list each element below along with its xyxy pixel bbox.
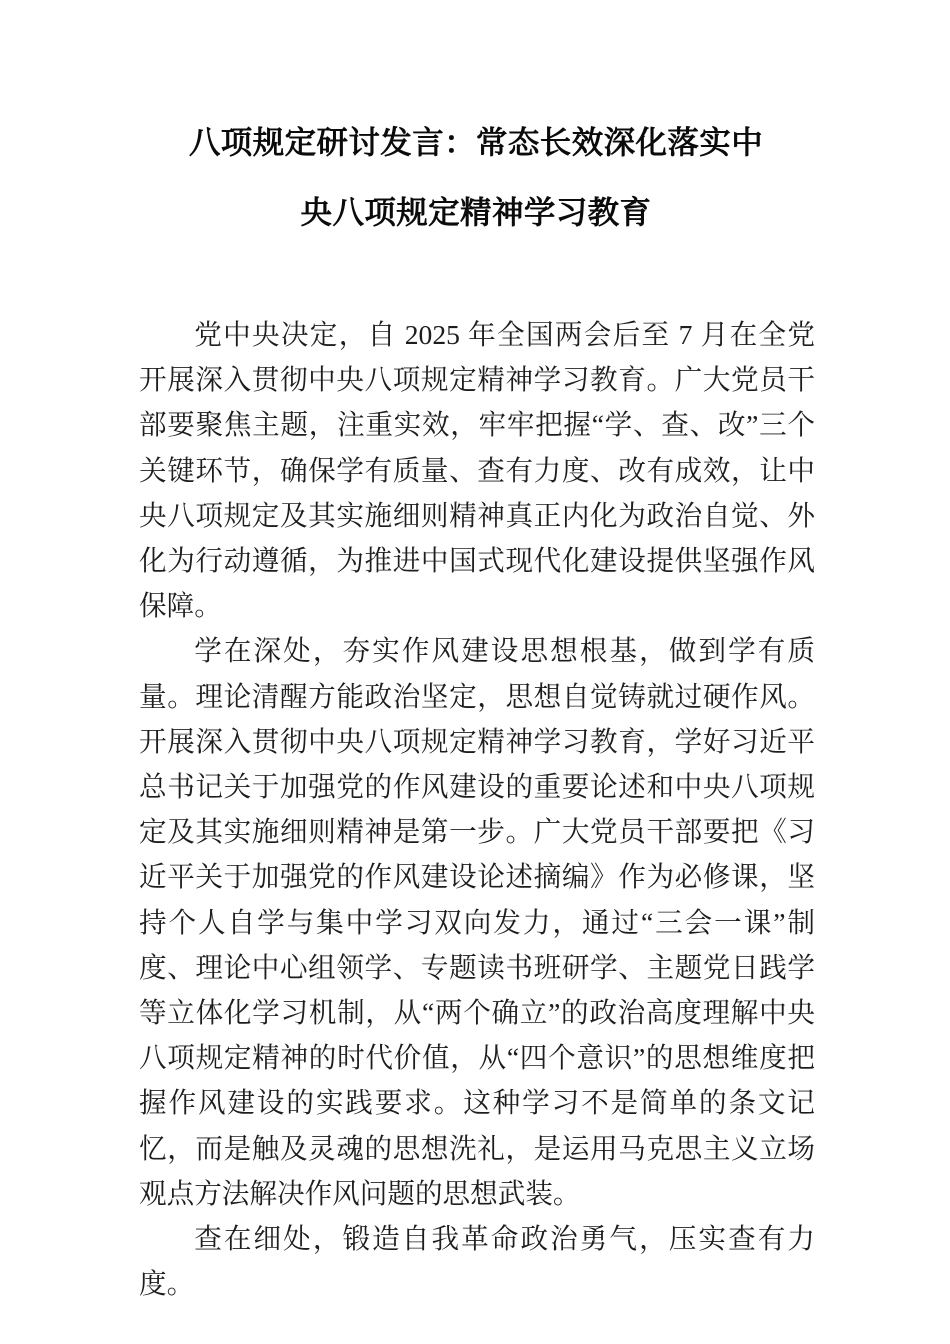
body-paragraph-2: 学在深处，夯实作风建设思想根基，做到学有质量。理论清醒方能政治坚定，思想自觉铸就过硬作风。开展深入贯彻中央八项规定精神学习教育，学好习近平总书记关于加强党的作风建设的重要论述和中央八项规定及其实施细则精神是第一步。广大党员干部要把《习近平关于加强党的作风建设论述摘编》作为必修课，坚持个人自学与集中学习双向发力，通过“三会一课”制度、理论中心组领学、专题读书班研学、主题党日践学等立体化学习机制，从“两个确立”的政治高度理解中央八项规定精神的时代价值，从“四个意识”的思想维度把握作风建设的实践要求。这种学习不是简单的条文记忆，而是触及灵魂的思想洗礼，是运用马克思主义立场观点方法解决作风问题的思想武装。 [139, 635, 815, 1209]
page-title-line-2: 央八项规定精神学习教育 [300, 195, 652, 230]
page-title [139, 108, 813, 248]
body-paragraph-3: 查在细处，锻造自我革命政治勇气，压实查有力度。 [139, 1223, 815, 1300]
body-paragraph-1: 党中央决定，自 2025 年全国两会后至 7 月在全党开展深入贯彻中央八项规定精神学习教育。广大党员干部要聚焦主题，注重实效，牢牢把握“学、查、改”三个关键环节，确保学有质量、查有力度、改有成效，让中央八项规定及其实施细则精神真正内化为政治自觉、外化为行动遵循，为推进中国式现代化建设提供坚强作风保障。 [139, 319, 815, 622]
page-title-line-1: 八项规定研讨发言：常态长效深化落实中 [188, 125, 764, 160]
document-body [139, 312, 815, 1306]
